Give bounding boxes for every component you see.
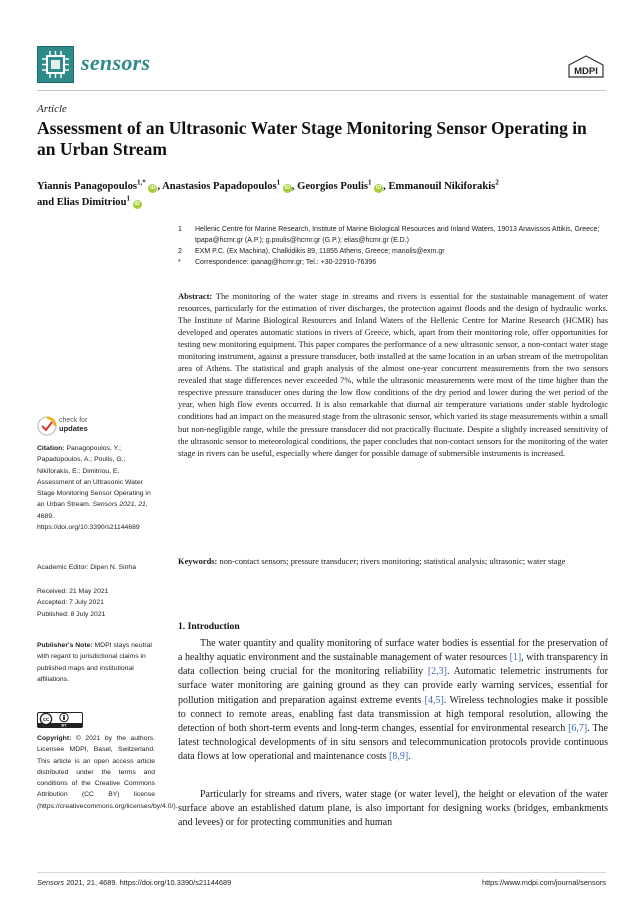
section-heading: 1. Introduction [178, 621, 240, 632]
cc-by-license-icon[interactable] [37, 712, 83, 728]
footer-journal: Sensors [37, 878, 65, 887]
cc-by-label: BY [61, 723, 67, 728]
article-type: Article [37, 103, 67, 115]
reference-link[interactable]: [1] [509, 652, 522, 664]
intro-paragraph-2: Particularly for streams and rivers, water stage (or water level), the height or elevation of the water surface above an established datum plane, is also important for designing works (bridges, embankments and levees) or for protecting communities and human [178, 789, 608, 829]
author-name: Yiannis Panagopoulos [37, 181, 137, 192]
orcid-icon[interactable]: iD [375, 185, 382, 191]
paragraph-text: The water quantity and quality monitoring of surface water bodies is essential for the preservation of a healthy aquatic environment and the sustainable management of water resources [178, 638, 608, 664]
footer-doi-link[interactable]: 2021, 21, 4689. https://doi.org/10.3390/s21144689 [66, 878, 232, 887]
author-affil-mark: 1 [126, 194, 130, 203]
affiliation-mark: 2 [178, 248, 182, 255]
copyright-block [37, 733, 178, 812]
accepted-date: Accepted: 7 July 2021 [37, 599, 104, 607]
reference-link[interactable]: [2,3] [427, 666, 447, 678]
affiliation-text: EXM P.C. (Ex Machina), Chalkidikis 89, 11855 Athens, Greece; manolis@exm.gr [195, 248, 445, 255]
paragraph-text: . Automatic telemetric instruments for surface water monitoring are gaining ground as they can provide early warning services, essential for pollution mitigation and preparation against extreme events [178, 666, 608, 706]
affiliation-mark: 1 [178, 226, 182, 233]
copyright-label: Copyright: [37, 735, 72, 742]
keywords [178, 555, 608, 567]
citation-block [37, 443, 155, 533]
abstract [178, 290, 608, 459]
paragraph-text: . [408, 751, 411, 763]
publisher-note-label: Publisher's Note: [37, 642, 93, 649]
header-divider [37, 90, 606, 91]
affiliation-text: Correspondence: ipanag@hcmr.gr; Tel.: +30-22910-76396 [195, 259, 377, 266]
article-title: Assessment of an Ultrasonic Water Stage Monitoring Sensor Operating in an Urban Stream [37, 118, 587, 159]
affiliation-text: Hellenic Centre for Marine Research, Institute of Marine Biological Resources and Inland Waters, 19013 Anavissos Attikis, Greece; tpapa@hcmr.gr (A.P.); g.poulis@hcmr.gr (G.P.); elias@hcmr.gr (E.D.) [195, 226, 600, 244]
abstract-text: The monitoring of the water stage in streams and rivers is essential for the sustainable management of water resources, particularly for the estimation of river discharges, the protection against floods and the design of hydraulic works. The Institute of Marine Biological Resources and Inland Waters of the Hellenic Centre for Marine Research (HCMR) has developed and operates automatic stations in rivers of Greece, which, apart from their monitoring role, offer opportunities for testing new monitoring equipment. This paper compares the performance of a new ultrasonic sensor, a non-contact water stage monitoring instrument, against a pressure transducer, both installed at the same location in an urban stream of the metropolitan area of Athens. The statistical and graph analysis of the almost one-year concurrent measurements from the two sensors revealed that stage differences never exceeded 7%, while the ultrasonic measurements were most of the time higher than the respective pressure transducer ones during the low flow conditions of the dry period and lower during the wet period of the year, when high flow events occurred. It is also remarkable that diurnal air temperature variations under stable hydrologic conditions had an impact on the measured stage from the ultrasonic sensor, which varied its stage measurements within a small but non-negligible range, while the pressure transducer did not practically fluctuate. Despite a slightly increased sensitivity of the ultrasonic sensor to meteorological conditions, the paper concludes that non-contact sensors for the monitoring of the water stage in rivers can be useful, especially where danger for possible damage of submersible instruments is increased. [178, 291, 608, 458]
orcid-icon[interactable]: iD [284, 185, 291, 191]
author-name: Georgios Poulis [297, 181, 369, 192]
reference-link[interactable]: [4,5] [424, 694, 444, 706]
affiliation-item [178, 246, 608, 257]
affiliation-item [178, 257, 608, 268]
author-affil-mark: 2 [495, 178, 499, 187]
author-affil-mark: 1 [368, 178, 372, 187]
publisher-note [37, 640, 155, 685]
footer-journal-url[interactable]: https://www.mdpi.com/journal/sensors [481, 878, 606, 887]
keywords-text: non-contact sensors; pressure transducer; rivers monitoring; statistical analysis; ultrasonic; water stage [219, 556, 566, 566]
dates-block [37, 586, 155, 620]
citation-doi-link[interactable]: 4689. https://doi.org/10.3390/s21144689 [37, 512, 140, 532]
author-affil-mark: 1,* [137, 178, 146, 187]
reference-link[interactable]: [8,9] [389, 751, 409, 763]
footer-divider [37, 872, 606, 873]
author-name: Elias Dimitriou [56, 197, 127, 208]
affiliation-item [178, 224, 608, 246]
published-date: Published: 8 July 2021 [37, 610, 106, 618]
citation-text: Panagopoulos, Y.; Papadopoulos, A.; Poulis, G.; Nikiforakis, E.; Dimitriou, E. Assessment of an Ultrasonic Water Stage Monitoring Sensor Operating in an Urban Stream. [37, 445, 151, 509]
keywords-label: Keywords: [178, 556, 218, 566]
mdpi-logo[interactable] [567, 55, 605, 79]
citation-journal: Sensors [92, 501, 118, 509]
paragraph-text: , with transparency in data collection being crucial for the monitoring reliability [178, 652, 608, 678]
check-updates-bottom: updates [59, 424, 88, 433]
paragraph-text: . The latest technological developments of in situ sensors and telecommunication protocols provide continuous data flows at low operational and maintenance costs [178, 722, 608, 763]
publisher-note-text: MDPI stays neutral with regard to jurisdictional claims in published maps and institutional affiliations. [37, 642, 152, 683]
copyright-text: © 2021 by the authors. Licensee MDPI, Basel, Switzerland. This article is an open access article distributed under the terms and conditions of the Creative Commons Attribution (CC BY) license (https://creativecommons.org/licenses/by/4.0/). [37, 735, 178, 810]
cc-label: cc [42, 717, 50, 724]
check-updates-icon [37, 416, 57, 436]
affiliations [178, 224, 608, 268]
author-affil-mark: 1 [276, 178, 281, 187]
abstract-label: Abstract: [178, 291, 213, 301]
reference-link[interactable]: [6,7] [568, 722, 588, 734]
sensors-logo-icon [37, 46, 74, 83]
citation-label: Citation: [37, 445, 65, 452]
citation-year-volume: 2021, 21, [119, 501, 148, 509]
check-updates-top: check for [59, 417, 88, 424]
publisher-name: MDPI [574, 66, 598, 77]
journal-name: sensors [81, 50, 151, 75]
intro-paragraph-1 [178, 637, 608, 764]
author-list: Yiannis Panagopoulos$^{1,*}$ iD , Anastasios Papadopoulos$^1$ iD , Georgios Poulis$^1$ iD , Emmanouil Nikiforakis$^2$ and Elias Dimitriou$^1$ iD [37, 178, 499, 208]
affiliation-mark: * [178, 259, 181, 266]
received-date: Received: 21 May 2021 [37, 588, 109, 595]
orcid-icon[interactable]: iD [134, 201, 140, 207]
academic-editor: Academic Editor: Dipen N. Sinha [37, 564, 136, 571]
paragraph-text: . Wireless technologies make it possible to connect to remote areas, enabling fast data transmission at high temporal resolution, allowing the detection of both short-term events and long-term changes, essential for environmental research [178, 694, 608, 734]
check-for-updates-button[interactable] [37, 414, 117, 438]
orcid-icon[interactable]: iD [150, 185, 156, 191]
author-name: Emmanouil Nikiforakis [388, 181, 496, 192]
author-name: Anastasios Papadopoulos [162, 181, 277, 192]
footer-citation [37, 878, 231, 887]
